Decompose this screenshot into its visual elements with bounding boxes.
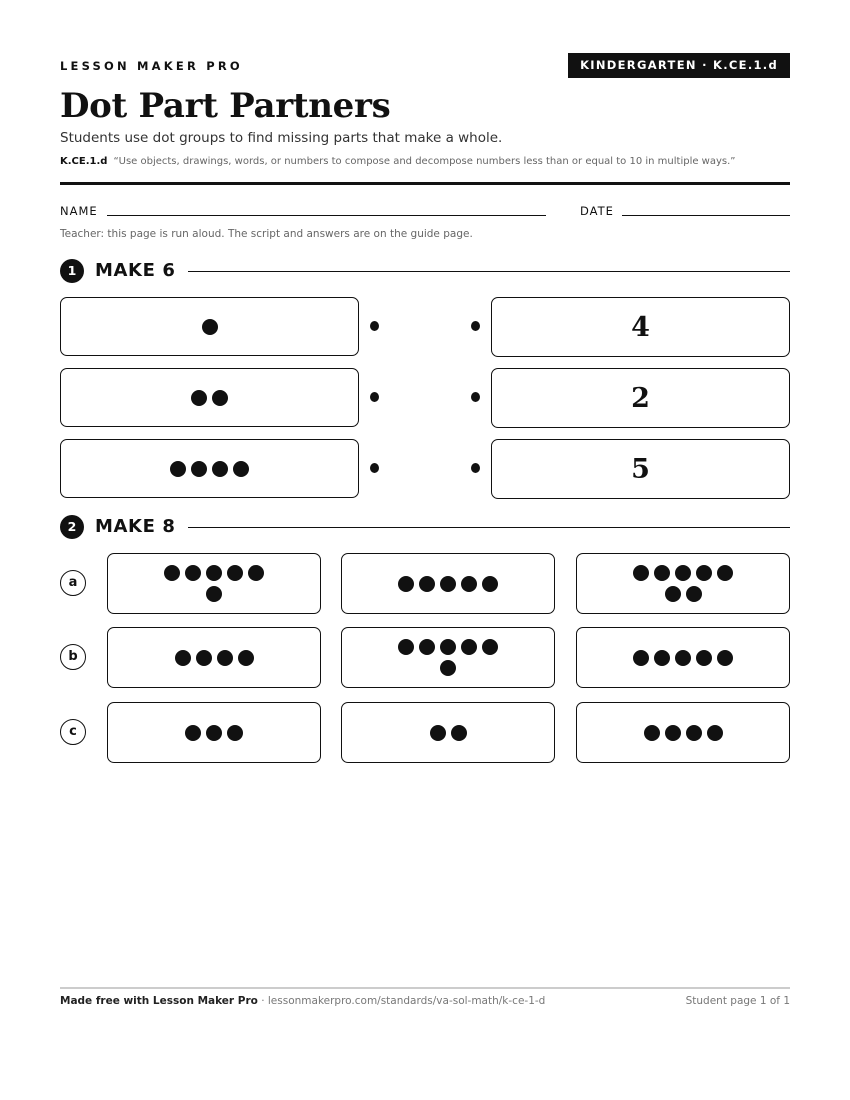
dot (196, 650, 212, 666)
dot (451, 725, 467, 741)
date-field[interactable] (622, 215, 790, 216)
header-divider (60, 182, 790, 185)
dot (665, 586, 681, 602)
section-1-title: MAKE 6 (95, 260, 176, 281)
dot (633, 565, 649, 581)
dot-card (60, 297, 359, 356)
dot (717, 565, 733, 581)
dot (419, 576, 435, 592)
dot (675, 565, 691, 581)
name-label: NAME (60, 204, 98, 218)
dot (654, 650, 670, 666)
dot (227, 725, 243, 741)
dot (696, 565, 712, 581)
dot-row (206, 586, 222, 602)
dot-row (164, 565, 264, 581)
match-point-left[interactable] (370, 463, 379, 473)
name-field[interactable] (107, 215, 546, 216)
dot (482, 639, 498, 655)
dot-row (398, 639, 498, 655)
dot (419, 639, 435, 655)
number-card-value: 5 (631, 453, 650, 485)
dot (227, 565, 243, 581)
dot-row (440, 660, 456, 676)
number-card-value: 2 (631, 382, 650, 414)
row-letter: c (60, 719, 86, 745)
dot (202, 319, 218, 335)
dot-group (342, 554, 554, 613)
dot-group (342, 628, 554, 687)
dot-group (108, 703, 320, 762)
dot (206, 725, 222, 741)
dot (212, 461, 228, 477)
dot (717, 650, 733, 666)
dot (461, 639, 477, 655)
dot (398, 639, 414, 655)
dot-card[interactable] (341, 627, 555, 688)
dot (696, 650, 712, 666)
dot (185, 565, 201, 581)
worksheet-page (60, 0, 790, 1100)
footer-credit (60, 995, 545, 1007)
teacher-note: Teacher: this page is run aloud. The script and answers are on the guide page. (60, 228, 473, 240)
dot (440, 576, 456, 592)
match-point-right[interactable] (471, 463, 480, 473)
footer-url[interactable]: · lessonmakerpro.com/standards/va-sol-math/k-ce-1-d (261, 995, 546, 1007)
dot-card[interactable] (107, 702, 321, 763)
dot-group (342, 703, 554, 762)
dot (170, 461, 186, 477)
dot (206, 565, 222, 581)
dot-row (202, 319, 218, 335)
dot-card[interactable] (107, 627, 321, 688)
page-title: Dot Part Partners (60, 86, 391, 126)
section-2-number: 2 (60, 515, 84, 539)
match-point-left[interactable] (370, 392, 379, 402)
section-2-title: MAKE 8 (95, 516, 176, 537)
dot (212, 390, 228, 406)
dot-row (644, 725, 723, 741)
dot (633, 650, 649, 666)
dot (430, 725, 446, 741)
dot (482, 576, 498, 592)
dot (686, 725, 702, 741)
brand-name: LESSON MAKER PRO (60, 59, 243, 73)
dot-row (665, 586, 702, 602)
dot-row (175, 650, 254, 666)
dot (675, 650, 691, 666)
row-letter: a (60, 570, 86, 596)
grade-badge: KINDERGARTEN · K.CE.1.d (568, 53, 790, 78)
dot-card[interactable] (341, 553, 555, 614)
dot (164, 565, 180, 581)
dot (654, 565, 670, 581)
dot-group (108, 554, 320, 613)
dot-row (430, 725, 467, 741)
dot-row (170, 461, 249, 477)
section-1-number: 1 (60, 259, 84, 283)
match-point-right[interactable] (471, 392, 480, 402)
dot-group (108, 628, 320, 687)
number-card-value: 4 (631, 311, 650, 343)
number-card (491, 297, 790, 357)
dot-group (61, 298, 358, 355)
dot (238, 650, 254, 666)
page-subtitle: Students use dot groups to find missing parts that make a whole. (60, 130, 503, 146)
footer-page-label: Student page 1 of 1 (685, 995, 790, 1007)
dot (248, 565, 264, 581)
dot (175, 650, 191, 666)
match-point-left[interactable] (370, 321, 379, 331)
standard-code: K.CE.1.d (60, 156, 108, 167)
dot-row (633, 565, 733, 581)
dot-row (191, 390, 228, 406)
dot-row (398, 576, 498, 592)
dot-group (577, 554, 789, 613)
dot-card[interactable] (576, 702, 790, 763)
row-letter: b (60, 644, 86, 670)
footer-made-with: Made free with Lesson Maker Pro (60, 995, 258, 1007)
dot (233, 461, 249, 477)
section-2-rule (188, 527, 790, 528)
dot (665, 725, 681, 741)
number-card (491, 439, 790, 499)
section-1-rule (188, 271, 790, 272)
dot-group (61, 440, 358, 497)
dot-group (577, 703, 789, 762)
section-1-header (60, 259, 790, 283)
dot-group (61, 369, 358, 426)
dot-group (577, 628, 789, 687)
footer-divider (60, 987, 790, 989)
standard-text: “Use objects, drawings, words, or numbers to compose and decompose numbers less than or equal to 10 in multiple ways.” (113, 156, 736, 167)
dot (217, 650, 233, 666)
number-card (491, 368, 790, 428)
dot-card[interactable] (341, 702, 555, 763)
dot (185, 725, 201, 741)
dot-card[interactable] (107, 553, 321, 614)
dot (686, 586, 702, 602)
dot (707, 725, 723, 741)
dot (398, 576, 414, 592)
match-point-right[interactable] (471, 321, 480, 331)
dot (644, 725, 660, 741)
dot (206, 586, 222, 602)
dot-card (60, 439, 359, 498)
dot-card (60, 368, 359, 427)
section-2-header (60, 515, 790, 539)
standard-line (60, 156, 735, 167)
dot (191, 461, 207, 477)
dot-card[interactable] (576, 627, 790, 688)
dot-row (633, 650, 733, 666)
dot (440, 660, 456, 676)
dot-card[interactable] (576, 553, 790, 614)
dot-row (185, 725, 243, 741)
dot (440, 639, 456, 655)
dot (191, 390, 207, 406)
date-label: DATE (580, 204, 614, 218)
dot (461, 576, 477, 592)
